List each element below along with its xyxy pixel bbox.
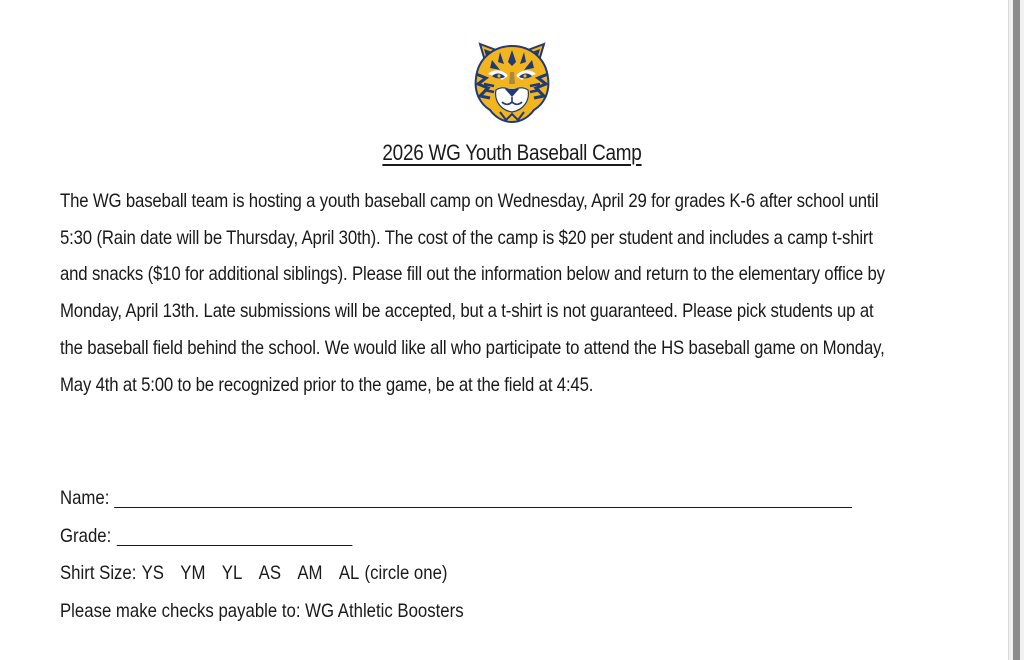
name-label: Name: [60, 487, 110, 509]
shirt-size-option[interactable]: AM [297, 562, 323, 584]
grade-label: Grade: [60, 524, 112, 547]
shirt-size-option[interactable]: YL [221, 562, 243, 584]
shirt-size-option[interactable]: YM [180, 562, 206, 584]
registration-form [60, 480, 852, 630]
camp-description [60, 183, 965, 403]
shirt-size-label: Shirt Size: [60, 562, 137, 584]
description-line: the baseball field behind the school. We would like all who participate to attend the HS baseball game on Monday, [60, 336, 885, 359]
shirt-size-option[interactable]: AS [258, 562, 282, 584]
title-text: 2026 WG Youth Baseball Camp [382, 140, 642, 165]
scrollbar-thumb[interactable] [1013, 0, 1020, 660]
shirt-size-note: (circle one) [364, 562, 448, 584]
checks-row [60, 593, 852, 631]
tiger-head-icon [472, 40, 552, 124]
checks-payable-note: Please make checks payable to: WG Athletic Boosters [60, 599, 464, 622]
page-title [72, 140, 953, 166]
shirt-size-option[interactable]: AL [338, 562, 360, 584]
vertical-scrollbar[interactable] [1008, 0, 1024, 660]
description-line: and snacks ($10 for additional siblings). Please fill out the information below and return to the elementary office by [60, 263, 885, 286]
grade-blank-line[interactable] [116, 527, 352, 546]
name-row [60, 480, 852, 518]
description-line: 5:30 (Rain date will be Thursday, April 30th). The cost of the camp is $20 per student and includes a camp t-shirt [60, 226, 873, 249]
shirt-size-row [60, 555, 852, 593]
description-line: Monday, April 13th. Late submissions will be accepted, but a t-shirt is not guaranteed. Please pick students up at [60, 300, 874, 323]
description-line: May 4th at 5:00 to be recognized prior to the game, be at the field at 4:45. [60, 373, 594, 396]
name-blank-line[interactable] [115, 489, 853, 508]
shirt-size-option[interactable]: YS [141, 562, 164, 584]
grade-row [60, 518, 852, 556]
description-line: The WG baseball team is hosting a youth baseball camp on Wednesday, April 29 for grades K-6 after school until [60, 190, 879, 212]
